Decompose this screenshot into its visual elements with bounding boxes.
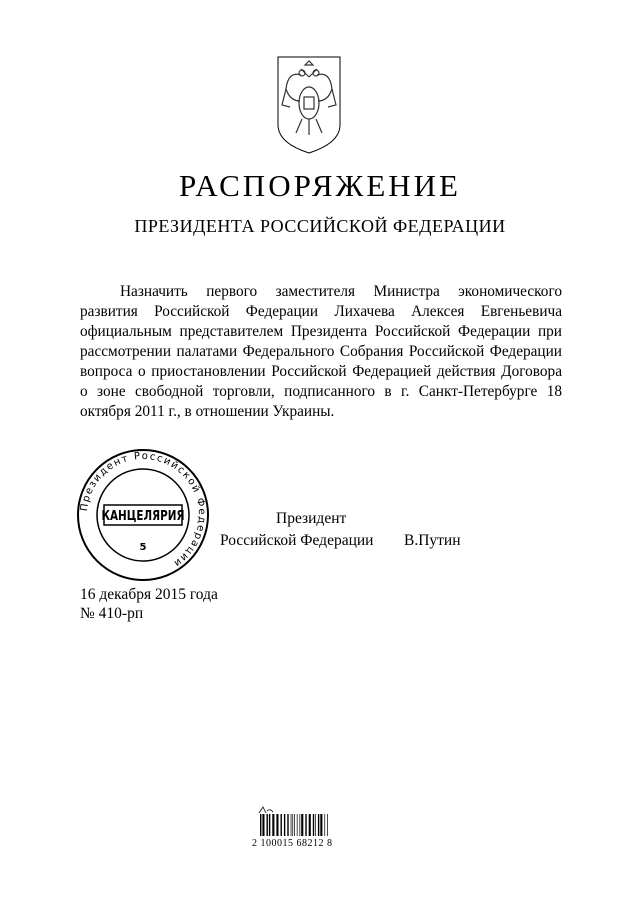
barcode-bar [272, 814, 274, 836]
barcode-bar [269, 814, 270, 836]
barcode-bar [320, 814, 322, 836]
stamp-center-text: КАНЦЕЛЯРИЯ [101, 507, 185, 524]
stamp-number: 5 [139, 542, 147, 553]
stamp-ring-text: Президент Российской Федерации [79, 450, 208, 570]
document-date: 16 декабря 2015 года [80, 586, 218, 603]
signatory-title-line2: Российской Федерации [220, 532, 374, 549]
barcode-bar [281, 814, 282, 836]
coat-of-arms-emblem [276, 55, 342, 155]
barcode-bar [301, 814, 303, 836]
document-title: РАСПОРЯЖЕНИЕ [179, 168, 461, 203]
official-stamp [76, 448, 210, 582]
barcode-bar [315, 814, 316, 836]
barcode-number: 2 100015 68212 8 [252, 838, 333, 849]
initials-mark [258, 806, 274, 814]
barcode-bar [313, 814, 314, 836]
barcode-bar [284, 814, 285, 836]
barcode-bar [276, 814, 278, 836]
barcode-bar [294, 814, 295, 836]
signatory-title-line1: Президент [276, 510, 347, 527]
barcode-bar [297, 814, 298, 836]
barcode-bar [287, 814, 288, 836]
barcode-bar [291, 814, 292, 836]
barcode-bar [292, 814, 293, 836]
order-text: Назначить первого заместителя Министра экономического развития Российской Федерации Лихачева Алексея Евгеньевича официальным представителем Президента Российской Федерации при рассмотрении палатами Федерального Собрания Российской Федерации вопроса о приостановлении Российской Федерацией действия Договора о зоне свободной торговли, подписанного в г. Санкт-Петербурге 18 октября 2011 г., в отношении Украины. [80, 283, 562, 420]
barcode-bar [267, 814, 268, 836]
barcode-bar [305, 814, 306, 836]
barcode-bar [300, 814, 301, 836]
barcode-bar [260, 814, 261, 836]
signatory-name: В.Путин [404, 532, 461, 549]
document-number: № 410-рп [80, 605, 144, 622]
barcode-bar [327, 814, 328, 836]
barcode-bar [262, 814, 264, 836]
barcode [260, 814, 330, 836]
barcode-bar [324, 814, 325, 836]
barcode-bar [309, 814, 311, 836]
barcode-bar [318, 814, 319, 836]
document-subtitle: ПРЕЗИДЕНТА РОССИЙСКОЙ ФЕДЕРАЦИИ [134, 216, 506, 236]
